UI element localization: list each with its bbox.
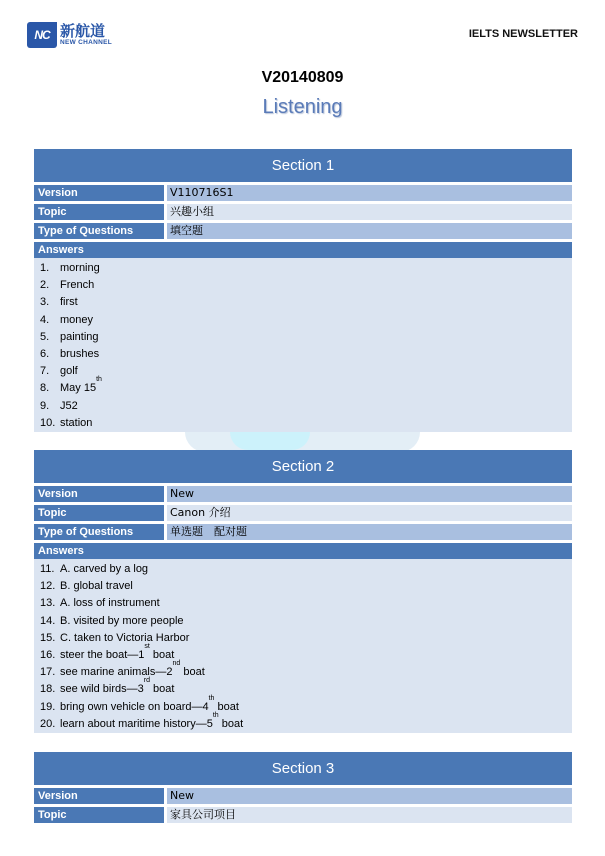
watermark-shape-inner [230, 432, 310, 450]
answer-superscript: st [144, 642, 150, 650]
answer-text: morning [60, 262, 100, 274]
answer-item [40, 595, 572, 612]
answer-item [40, 260, 572, 277]
answer-number: 5. [40, 330, 50, 343]
answer-suffix: boat [218, 717, 244, 730]
section-heading: Section 1 [34, 149, 572, 182]
answer-superscript: th [96, 376, 102, 384]
answer-item [40, 329, 572, 346]
answer-item [40, 711, 572, 733]
answer-suffix: boat [150, 683, 175, 696]
answer-text: C. taken to Victoria Harbor [60, 631, 190, 644]
logo-english-name: NEW CHANNEL [60, 38, 113, 46]
logo-chinese-name: 新航道 [60, 21, 106, 40]
version-value: New [167, 788, 572, 804]
answer-suffix: boat [180, 666, 205, 679]
answer-item [40, 694, 572, 716]
answer-number: 14. [40, 614, 56, 627]
question-type-value: 填空题 [167, 223, 572, 239]
version-label: Version [34, 788, 164, 804]
section-heading: Section 2 [34, 450, 572, 483]
answer-text: A. loss of instrument [60, 597, 160, 610]
version-label: Version [34, 185, 164, 201]
answer-item [40, 294, 572, 311]
answer-text: French [60, 279, 95, 292]
answer-superscript: th [208, 694, 215, 702]
answer-text: station [60, 416, 93, 429]
answer-text: brushes [60, 347, 100, 360]
answer-number: 7. [40, 365, 50, 378]
answer-number: 18. [40, 683, 56, 696]
answer-text: first [60, 296, 78, 309]
answers-list [34, 559, 572, 733]
answer-number: 8. [40, 382, 50, 395]
answers-list [34, 258, 572, 432]
answer-text: see wild birds—3 [60, 683, 144, 696]
answer-text: steer the boat—1 [60, 648, 145, 661]
document-title: V20140809 [261, 69, 344, 86]
answer-number: 12. [40, 580, 56, 593]
answer-item [40, 578, 572, 595]
answer-text: May 15 [60, 382, 97, 395]
newsletter-label: IELTS NEWSLETTER [468, 28, 578, 40]
version-value: New [167, 486, 572, 502]
question-type-value: 单选题 配对题 [167, 524, 572, 540]
answer-number: 19. [40, 700, 56, 713]
answer-number: 6. [40, 347, 50, 360]
answer-suffix: boat [149, 648, 175, 661]
logo [27, 22, 112, 48]
answer-number: 10. [40, 416, 56, 429]
question-type-row [34, 223, 572, 239]
version-label: Version [34, 486, 164, 502]
topic-value: 兴趣小组 [167, 204, 572, 220]
version-row [34, 185, 572, 201]
logo-text [60, 21, 113, 47]
answer-number: 11. [40, 563, 55, 575]
answer-item [40, 376, 572, 397]
section-1 [34, 149, 572, 432]
document-subtitle: Listening [262, 96, 343, 118]
answer-text: bring own vehicle on board—4 [60, 700, 209, 713]
section-heading: Section 3 [34, 752, 572, 785]
answer-number: 3. [40, 296, 50, 309]
answer-item [40, 613, 572, 630]
answer-text: see marine animals—2 [60, 666, 173, 679]
answer-number: 9. [40, 399, 50, 412]
answer-item [40, 642, 572, 664]
answer-item [40, 398, 572, 415]
answers-label: Answers [34, 242, 572, 258]
section-3 [34, 752, 572, 823]
answer-number: 17. [40, 666, 56, 679]
topic-row [34, 807, 572, 823]
answer-text: A. carved by a log [60, 563, 149, 575]
topic-label: Topic [34, 505, 164, 521]
answer-item [40, 660, 572, 681]
topic-value: Canon 介绍 [167, 505, 572, 521]
answer-text: J52 [60, 399, 78, 412]
answer-number: 13. [40, 597, 56, 610]
question-type-label: Type of Questions [34, 223, 164, 239]
section-2 [34, 450, 572, 733]
answer-item [40, 363, 572, 380]
answer-superscript: th [212, 711, 219, 719]
logo-badge: NC [27, 22, 57, 48]
topic-row [34, 204, 572, 220]
topic-value: 家具公司项目 [167, 807, 572, 823]
answer-number: 2. [40, 279, 50, 292]
topic-label: Topic [34, 807, 164, 823]
answer-text: painting [60, 330, 99, 343]
topic-row [34, 505, 572, 521]
answer-number: 16. [40, 648, 56, 661]
answer-item [40, 277, 572, 294]
version-value: V110716S1 [167, 185, 572, 201]
version-row [34, 486, 572, 502]
answer-text: learn about maritime history—5 [60, 717, 213, 730]
answer-item [40, 630, 572, 647]
answer-number: 15. [40, 631, 56, 644]
answer-number: 20. [40, 717, 56, 730]
answer-item [40, 312, 572, 329]
answer-text: golf [60, 365, 78, 378]
answer-text: B. global travel [60, 580, 133, 593]
question-type-label: Type of Questions [34, 524, 164, 540]
answers-label: Answers [34, 543, 572, 559]
answer-item [40, 346, 572, 363]
answer-text: money [60, 313, 94, 326]
answer-text: B. visited by more people [60, 614, 184, 627]
answer-number: 1. [40, 262, 50, 274]
answer-number: 4. [40, 313, 50, 326]
answer-item [40, 561, 572, 578]
version-row [34, 788, 572, 804]
answer-suffix: boat [214, 700, 239, 713]
answer-item [40, 415, 572, 432]
question-type-row [34, 524, 572, 540]
answer-superscript: rd [143, 677, 150, 685]
topic-label: Topic [34, 204, 164, 220]
answer-item [40, 677, 572, 698]
answer-superscript: nd [172, 660, 181, 668]
